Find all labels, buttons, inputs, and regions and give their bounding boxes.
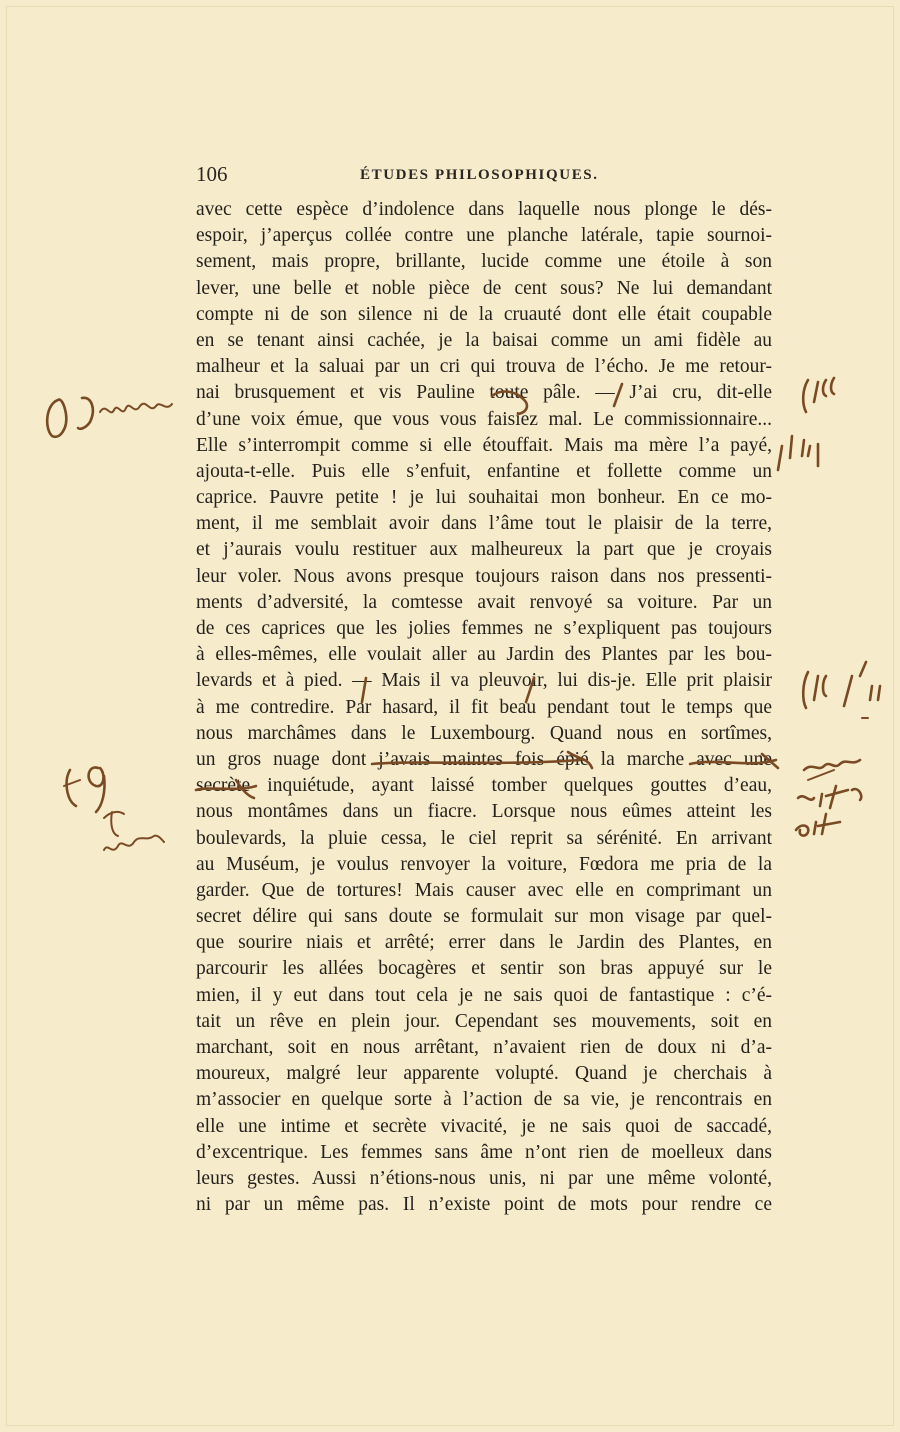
text-line: que sourire niais et arrêté; errer dans le Jardin des Plantes, en <box>196 932 772 954</box>
text-line: ajouta-t-elle. Puis elle s’enfuit, enfantine et follette comme un <box>196 460 772 482</box>
text-line: d’excentrique. Les femmes sans âme n’ont rien de moelleux dans <box>196 1141 772 1163</box>
text-line: malheur et la saluai par un cri qui trouva de l’écho. Je me retour- <box>196 356 772 378</box>
text-line: parcourir les allées bocagères et sentir son bras appuyé sur le <box>196 958 772 980</box>
text-line: levards et à pied. — Mais il va pleuvoir, lui dis-je. Elle prit plaisir <box>196 670 772 692</box>
text-line: ment, il me semblait avoir dans l’âme tout le plaisir de la terre, <box>196 513 772 535</box>
running-title: ÉTUDES PHILOSOPHIQUES. <box>360 167 599 183</box>
text-line: marchant, soit en nous arrêtant, n’avaient rien de doux ni d’a- <box>196 1037 772 1058</box>
text-line: lever, une belle et noble pièce de cent sous? Ne lui demandant <box>196 277 772 299</box>
text-line: leurs gestes. Aussi n’étions-nous unis, ni par une même volonté, <box>196 1167 772 1189</box>
text-line: et j’aurais voulu restituer aux malheureux la part que je croyais <box>196 539 772 561</box>
text-line: avec cette espèce d’indolence dans laquelle nous plonge le dés- <box>196 199 772 220</box>
text-line: moureux, malgré leur apparente volupté. Quand je cherchais à <box>196 1063 772 1085</box>
text-line: à elles-mêmes, elle voulait aller au Jardin des Plantes par les bou- <box>196 644 772 666</box>
text-line: tait un rêve en plein jour. Cependant ses mouvements, soit en <box>196 1010 772 1032</box>
text-line: Elle s’interrompit comme si elle étouffait. Mais ma mère l’a payé, <box>196 434 772 456</box>
text-line: elle une intime et secrète vivacité, je ne sais quoi de saccadé, <box>196 1115 772 1137</box>
text-line: m’associer en quelque sorte à l’action de sa vie, je rencontrais en <box>196 1089 772 1111</box>
text-line: nai brusquement et vis Pauline toute pâle. — J’ai cru, dit-elle <box>196 382 772 404</box>
text-line: mien, il y eut dans tout cela je ne sais quoi de fantastique : c’é- <box>196 984 772 1006</box>
text-line: de ces caprices que les jolies femmes ne s’expliquent pas toujours <box>196 618 772 639</box>
page-number: 106 <box>196 162 228 186</box>
text-line: garder. Que de tortures! Mais causer avec elle en comprimant un <box>196 879 772 901</box>
text-line: ments d’adversité, la comtesse avait renvoyé sa voiture. Par un <box>196 591 772 613</box>
text-line: leur voler. Nous avons presque toujours raison dans nos pressenti- <box>196 565 772 587</box>
text-line: d’une voix émue, que vous vous faisiez mal. Le commissionnaire... <box>196 408 772 430</box>
text-line: sement, mais propre, brillante, lucide comme une étoile à son <box>196 251 772 273</box>
text-line: au Muséum, je voulus renvoyer la voiture, Fœdora me pria de la <box>196 853 772 875</box>
text-line: compte ni de son silence ni de la cruauté dont elle était coupable <box>196 303 772 325</box>
text-line: boulevards, la pluie cessa, le ciel reprit sa sérénité. En arrivant <box>196 827 772 849</box>
text-line: secret délire qui sans doute se formulait sur mon visage par quel- <box>196 906 772 928</box>
text-line: en se tenant ainsi cachée, je la baisai comme un ami fidèle au <box>196 329 772 351</box>
text-line: nous montâmes dans un fiacre. Lorsque nous eûmes atteint les <box>196 801 772 823</box>
text-line: ni par un même pas. Il n’existe point de mots pour rendre ce <box>196 1194 772 1216</box>
text-line: à me contredire. Par hasard, il fit beau pendant tout le temps que <box>196 696 772 718</box>
text-line: nous marchâmes dans le Luxembourg. Quand nous en sortîmes, <box>196 722 772 744</box>
text-line: un gros nuage dont j’avais maintes fois épié la marche avec une <box>196 748 772 770</box>
text-line: secrète inquiétude, ayant laissé tomber quelques gouttes d’eau, <box>196 775 772 797</box>
body-text <box>196 197 772 1218</box>
text-line: espoir, j’aperçus collée contre une planche latérale, tapie sournoi- <box>196 225 772 247</box>
running-head <box>196 162 772 192</box>
text-line: caprice. Pauvre petite ! je lui souhaitai mon bonheur. En ce mo- <box>196 487 772 509</box>
